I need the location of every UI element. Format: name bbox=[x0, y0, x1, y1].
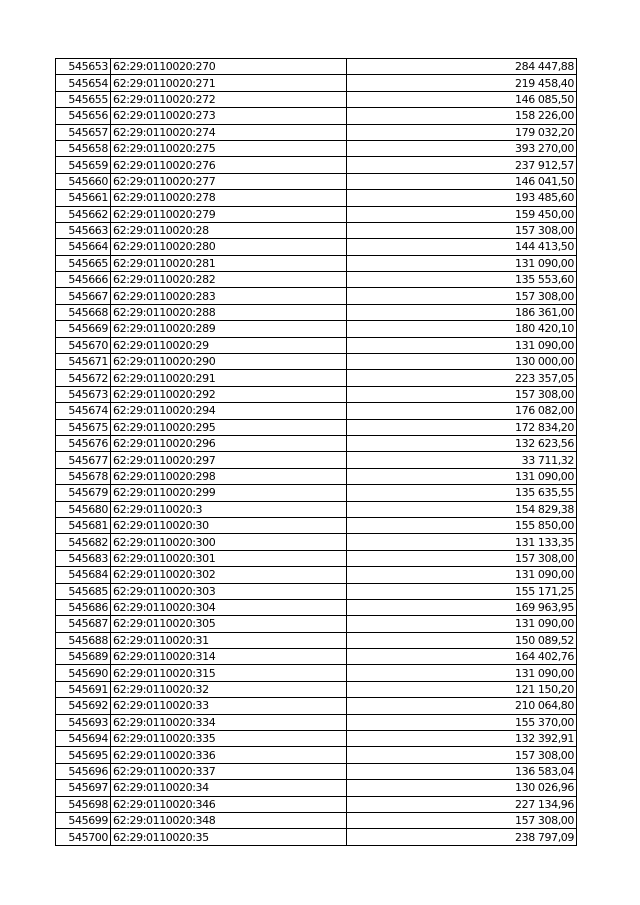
row-number-cell: 545685 bbox=[56, 583, 111, 599]
table-row bbox=[56, 796, 577, 812]
cadastral-value-cell: 150 089,52 bbox=[347, 632, 577, 648]
cadastral-value-cell: 121 150,20 bbox=[347, 681, 577, 697]
row-number-cell: 545696 bbox=[56, 763, 111, 779]
cadastral-number-cell: 62:29:0110020:314 bbox=[111, 649, 347, 665]
table-row bbox=[56, 91, 577, 107]
cadastral-number-cell: 62:29:0110020:334 bbox=[111, 714, 347, 730]
row-number-cell: 545690 bbox=[56, 665, 111, 681]
table-row bbox=[56, 501, 577, 517]
cadastral-number-cell: 62:29:0110020:336 bbox=[111, 747, 347, 763]
table-row bbox=[56, 468, 577, 484]
cadastral-value-cell: 393 270,00 bbox=[347, 140, 577, 156]
cadastral-number-cell: 62:29:0110020:31 bbox=[111, 632, 347, 648]
row-number-cell: 545687 bbox=[56, 616, 111, 632]
cadastral-number-cell: 62:29:0110020:301 bbox=[111, 550, 347, 566]
cadastral-number-cell: 62:29:0110020:299 bbox=[111, 485, 347, 501]
cadastral-value-cell: 223 357,05 bbox=[347, 370, 577, 386]
cadastral-number-cell: 62:29:0110020:337 bbox=[111, 763, 347, 779]
row-number-cell: 545660 bbox=[56, 173, 111, 189]
row-number-cell: 545686 bbox=[56, 599, 111, 615]
table-row bbox=[56, 731, 577, 747]
row-number-cell: 545677 bbox=[56, 452, 111, 468]
cadastral-value-cell: 135 635,55 bbox=[347, 485, 577, 501]
cadastral-value-cell: 33 711,32 bbox=[347, 452, 577, 468]
cadastral-value-cell: 154 829,38 bbox=[347, 501, 577, 517]
table-row bbox=[56, 698, 577, 714]
table-row bbox=[56, 714, 577, 730]
cadastral-number-cell: 62:29:0110020:34 bbox=[111, 780, 347, 796]
cadastral-value-table bbox=[55, 58, 577, 846]
cadastral-number-cell: 62:29:0110020:290 bbox=[111, 354, 347, 370]
row-number-cell: 545671 bbox=[56, 354, 111, 370]
cadastral-number-cell: 62:29:0110020:280 bbox=[111, 239, 347, 255]
row-number-cell: 545669 bbox=[56, 321, 111, 337]
table-row bbox=[56, 222, 577, 238]
cadastral-number-cell: 62:29:0110020:335 bbox=[111, 731, 347, 747]
table-row bbox=[56, 108, 577, 124]
table-row bbox=[56, 337, 577, 353]
table-row bbox=[56, 255, 577, 271]
cadastral-value-cell: 131 090,00 bbox=[347, 468, 577, 484]
cadastral-number-cell: 62:29:0110020:277 bbox=[111, 173, 347, 189]
table-row bbox=[56, 583, 577, 599]
table-row bbox=[56, 435, 577, 451]
cadastral-value-cell: 169 963,95 bbox=[347, 599, 577, 615]
row-number-cell: 545665 bbox=[56, 255, 111, 271]
row-number-cell: 545666 bbox=[56, 272, 111, 288]
cadastral-number-cell: 62:29:0110020:275 bbox=[111, 140, 347, 156]
table-row bbox=[56, 288, 577, 304]
row-number-cell: 545674 bbox=[56, 403, 111, 419]
table-row bbox=[56, 354, 577, 370]
cadastral-value-cell: 131 133,35 bbox=[347, 534, 577, 550]
cadastral-value-cell: 158 226,00 bbox=[347, 108, 577, 124]
table-row bbox=[56, 681, 577, 697]
table-row bbox=[56, 812, 577, 828]
table-row bbox=[56, 517, 577, 533]
cadastral-value-cell: 135 553,60 bbox=[347, 272, 577, 288]
cadastral-number-cell: 62:29:0110020:278 bbox=[111, 190, 347, 206]
cadastral-value-cell: 132 623,56 bbox=[347, 435, 577, 451]
table-row bbox=[56, 370, 577, 386]
table-row bbox=[56, 419, 577, 435]
row-number-cell: 545698 bbox=[56, 796, 111, 812]
cadastral-value-cell: 157 308,00 bbox=[347, 812, 577, 828]
cadastral-value-cell: 131 090,00 bbox=[347, 616, 577, 632]
table-row bbox=[56, 206, 577, 222]
table-row bbox=[56, 550, 577, 566]
row-number-cell: 545695 bbox=[56, 747, 111, 763]
row-number-cell: 545670 bbox=[56, 337, 111, 353]
table-row bbox=[56, 124, 577, 140]
cadastral-value-cell: 219 458,40 bbox=[347, 75, 577, 91]
table-row bbox=[56, 59, 577, 75]
row-number-cell: 545694 bbox=[56, 731, 111, 747]
cadastral-number-cell: 62:29:0110020:304 bbox=[111, 599, 347, 615]
row-number-cell: 545661 bbox=[56, 190, 111, 206]
row-number-cell: 545688 bbox=[56, 632, 111, 648]
row-number-cell: 545654 bbox=[56, 75, 111, 91]
cadastral-number-cell: 62:29:0110020:276 bbox=[111, 157, 347, 173]
table-row bbox=[56, 321, 577, 337]
cadastral-value-cell: 130 026,96 bbox=[347, 780, 577, 796]
row-number-cell: 545679 bbox=[56, 485, 111, 501]
row-number-cell: 545672 bbox=[56, 370, 111, 386]
row-number-cell: 545663 bbox=[56, 222, 111, 238]
cadastral-value-cell: 157 308,00 bbox=[347, 288, 577, 304]
row-number-cell: 545656 bbox=[56, 108, 111, 124]
cadastral-value-cell: 179 032,20 bbox=[347, 124, 577, 140]
table-row bbox=[56, 567, 577, 583]
cadastral-number-cell: 62:29:0110020:295 bbox=[111, 419, 347, 435]
table-row bbox=[56, 140, 577, 156]
row-number-cell: 545683 bbox=[56, 550, 111, 566]
cadastral-value-cell: 136 583,04 bbox=[347, 763, 577, 779]
cadastral-value-cell: 131 090,00 bbox=[347, 337, 577, 353]
row-number-cell: 545668 bbox=[56, 304, 111, 320]
cadastral-value-cell: 227 134,96 bbox=[347, 796, 577, 812]
row-number-cell: 545700 bbox=[56, 829, 111, 845]
cadastral-number-cell: 62:29:0110020:274 bbox=[111, 124, 347, 140]
cadastral-value-cell: 157 308,00 bbox=[347, 747, 577, 763]
cadastral-number-cell: 62:29:0110020:35 bbox=[111, 829, 347, 845]
row-number-cell: 545693 bbox=[56, 714, 111, 730]
cadastral-value-cell: 146 041,50 bbox=[347, 173, 577, 189]
cadastral-value-cell: 155 850,00 bbox=[347, 517, 577, 533]
cadastral-number-cell: 62:29:0110020:288 bbox=[111, 304, 347, 320]
table-row bbox=[56, 452, 577, 468]
table-row bbox=[56, 829, 577, 845]
cadastral-value-cell: 157 308,00 bbox=[347, 386, 577, 402]
row-number-cell: 545655 bbox=[56, 91, 111, 107]
row-number-cell: 545699 bbox=[56, 812, 111, 828]
table-row bbox=[56, 173, 577, 189]
cadastral-number-cell: 62:29:0110020:271 bbox=[111, 75, 347, 91]
cadastral-value-cell: 172 834,20 bbox=[347, 419, 577, 435]
table-row bbox=[56, 157, 577, 173]
cadastral-value-cell: 210 064,80 bbox=[347, 698, 577, 714]
cadastral-number-cell: 62:29:0110020:303 bbox=[111, 583, 347, 599]
cadastral-number-cell: 62:29:0110020:305 bbox=[111, 616, 347, 632]
cadastral-number-cell: 62:29:0110020:298 bbox=[111, 468, 347, 484]
cadastral-value-cell: 237 912,57 bbox=[347, 157, 577, 173]
row-number-cell: 545675 bbox=[56, 419, 111, 435]
cadastral-number-cell: 62:29:0110020:28 bbox=[111, 222, 347, 238]
cadastral-number-cell: 62:29:0110020:300 bbox=[111, 534, 347, 550]
cadastral-number-cell: 62:29:0110020:297 bbox=[111, 452, 347, 468]
cadastral-number-cell: 62:29:0110020:279 bbox=[111, 206, 347, 222]
table-row bbox=[56, 780, 577, 796]
cadastral-number-cell: 62:29:0110020:30 bbox=[111, 517, 347, 533]
table-row bbox=[56, 763, 577, 779]
row-number-cell: 545681 bbox=[56, 517, 111, 533]
table-row bbox=[56, 616, 577, 632]
table-row bbox=[56, 304, 577, 320]
cadastral-number-cell: 62:29:0110020:272 bbox=[111, 91, 347, 107]
row-number-cell: 545662 bbox=[56, 206, 111, 222]
table-row bbox=[56, 239, 577, 255]
row-number-cell: 545697 bbox=[56, 780, 111, 796]
table-row bbox=[56, 665, 577, 681]
table-row bbox=[56, 747, 577, 763]
table-row bbox=[56, 386, 577, 402]
row-number-cell: 545653 bbox=[56, 59, 111, 75]
row-number-cell: 545664 bbox=[56, 239, 111, 255]
cadastral-number-cell: 62:29:0110020:292 bbox=[111, 386, 347, 402]
cadastral-value-cell: 193 485,60 bbox=[347, 190, 577, 206]
row-number-cell: 545678 bbox=[56, 468, 111, 484]
cadastral-value-cell: 238 797,09 bbox=[347, 829, 577, 845]
cadastral-value-cell: 159 450,00 bbox=[347, 206, 577, 222]
cadastral-number-cell: 62:29:0110020:32 bbox=[111, 681, 347, 697]
row-number-cell: 545692 bbox=[56, 698, 111, 714]
cadastral-value-cell: 186 361,00 bbox=[347, 304, 577, 320]
cadastral-number-cell: 62:29:0110020:33 bbox=[111, 698, 347, 714]
document-page bbox=[55, 58, 577, 846]
cadastral-value-cell: 131 090,00 bbox=[347, 567, 577, 583]
row-number-cell: 545657 bbox=[56, 124, 111, 140]
cadastral-value-cell: 132 392,91 bbox=[347, 731, 577, 747]
cadastral-value-cell: 130 000,00 bbox=[347, 354, 577, 370]
cadastral-number-cell: 62:29:0110020:273 bbox=[111, 108, 347, 124]
table-row bbox=[56, 599, 577, 615]
cadastral-number-cell: 62:29:0110020:282 bbox=[111, 272, 347, 288]
cadastral-value-cell: 284 447,88 bbox=[347, 59, 577, 75]
table-row bbox=[56, 272, 577, 288]
cadastral-number-cell: 62:29:0110020:346 bbox=[111, 796, 347, 812]
row-number-cell: 545691 bbox=[56, 681, 111, 697]
cadastral-number-cell: 62:29:0110020:291 bbox=[111, 370, 347, 386]
cadastral-value-cell: 164 402,76 bbox=[347, 649, 577, 665]
cadastral-value-cell: 157 308,00 bbox=[347, 550, 577, 566]
cadastral-number-cell: 62:29:0110020:315 bbox=[111, 665, 347, 681]
cadastral-number-cell: 62:29:0110020:302 bbox=[111, 567, 347, 583]
cadastral-number-cell: 62:29:0110020:296 bbox=[111, 435, 347, 451]
cadastral-number-cell: 62:29:0110020:29 bbox=[111, 337, 347, 353]
cadastral-number-cell: 62:29:0110020:289 bbox=[111, 321, 347, 337]
cadastral-number-cell: 62:29:0110020:270 bbox=[111, 59, 347, 75]
cadastral-number-cell: 62:29:0110020:283 bbox=[111, 288, 347, 304]
table-body bbox=[56, 59, 577, 846]
cadastral-number-cell: 62:29:0110020:294 bbox=[111, 403, 347, 419]
table-row bbox=[56, 649, 577, 665]
cadastral-value-cell: 131 090,00 bbox=[347, 255, 577, 271]
table-row bbox=[56, 632, 577, 648]
cadastral-value-cell: 131 090,00 bbox=[347, 665, 577, 681]
row-number-cell: 545689 bbox=[56, 649, 111, 665]
cadastral-value-cell: 144 413,50 bbox=[347, 239, 577, 255]
cadastral-number-cell: 62:29:0110020:281 bbox=[111, 255, 347, 271]
cadastral-value-cell: 146 085,50 bbox=[347, 91, 577, 107]
cadastral-number-cell: 62:29:0110020:348 bbox=[111, 812, 347, 828]
row-number-cell: 545684 bbox=[56, 567, 111, 583]
cadastral-value-cell: 157 308,00 bbox=[347, 222, 577, 238]
cadastral-value-cell: 176 082,00 bbox=[347, 403, 577, 419]
row-number-cell: 545659 bbox=[56, 157, 111, 173]
row-number-cell: 545667 bbox=[56, 288, 111, 304]
row-number-cell: 545682 bbox=[56, 534, 111, 550]
cadastral-number-cell: 62:29:0110020:3 bbox=[111, 501, 347, 517]
table-row bbox=[56, 190, 577, 206]
cadastral-value-cell: 155 370,00 bbox=[347, 714, 577, 730]
table-row bbox=[56, 403, 577, 419]
table-row bbox=[56, 75, 577, 91]
row-number-cell: 545676 bbox=[56, 435, 111, 451]
row-number-cell: 545673 bbox=[56, 386, 111, 402]
cadastral-value-cell: 180 420,10 bbox=[347, 321, 577, 337]
cadastral-value-cell: 155 171,25 bbox=[347, 583, 577, 599]
row-number-cell: 545658 bbox=[56, 140, 111, 156]
table-row bbox=[56, 534, 577, 550]
table-row bbox=[56, 485, 577, 501]
row-number-cell: 545680 bbox=[56, 501, 111, 517]
